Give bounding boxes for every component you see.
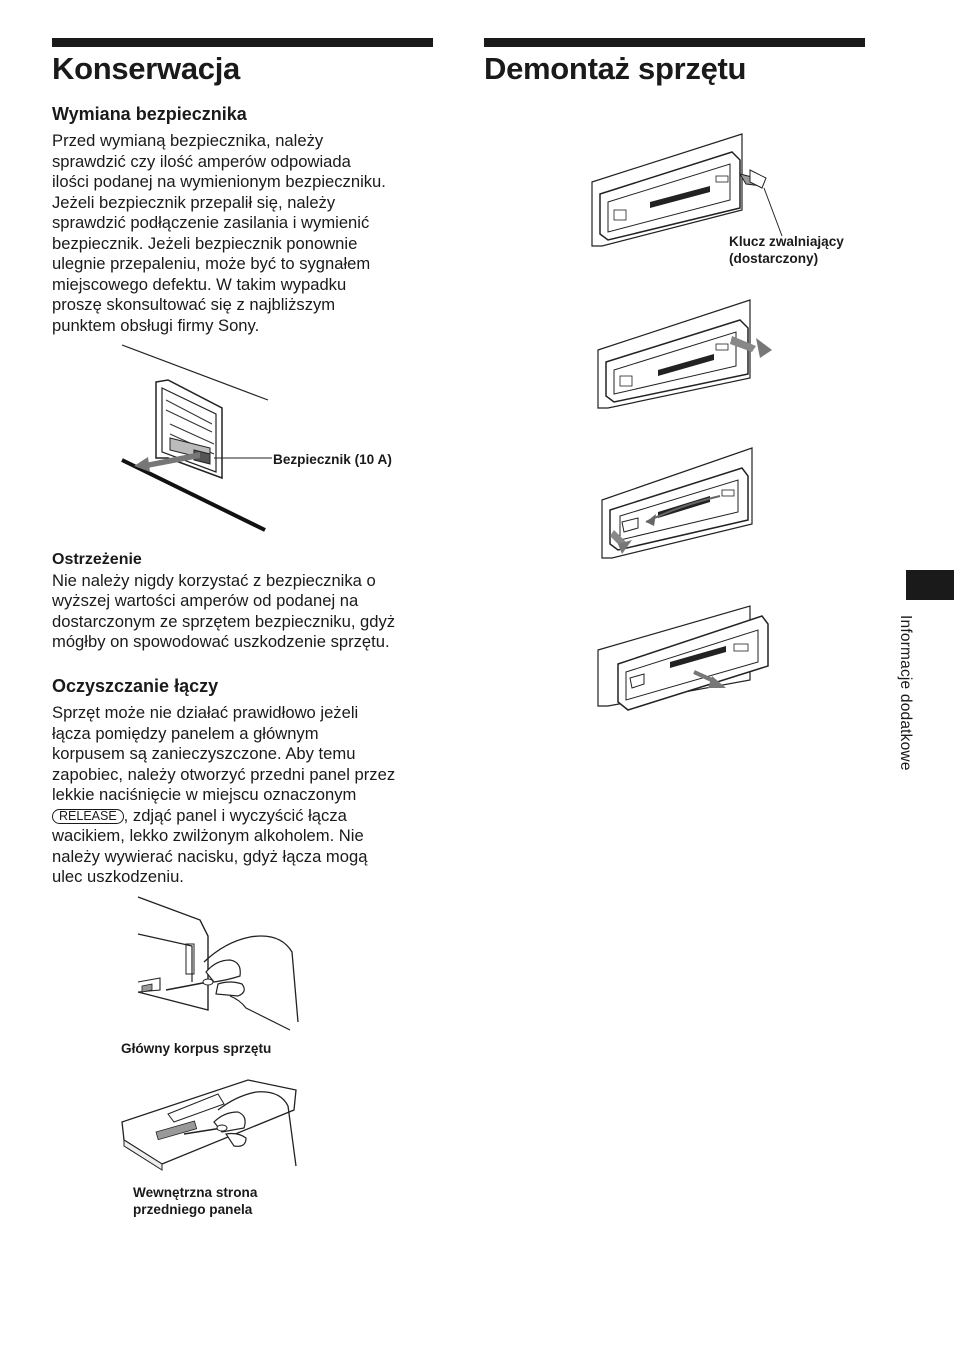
side-section-label: Informacje dodatkowe (897, 615, 914, 771)
cleaning-line: łącza pomiędzy panelem a głównym (52, 723, 319, 743)
cleaning-line: ulec uszkodzeniu. (52, 867, 184, 886)
release-button-glyph: RELEASE (52, 809, 124, 824)
fuse-line: ulegnie przepaleniu, może być to sygnałem (52, 254, 371, 273)
cleaning-line: lekkie naciśnięcie w miejscu oznaczonym (52, 785, 357, 804)
panel-cleaning-illustration (118, 1070, 298, 1180)
fuse-paragraph (52, 131, 386, 336)
main-body-caption: Główny korpus sprzętu (121, 1041, 272, 1056)
removal-step-4-illustration (596, 602, 776, 717)
panel-caption-line1: Wewnętrzna strona (133, 1185, 258, 1200)
cleaning-heading: Oczyszczanie łączy (52, 676, 219, 696)
release-key-label-line1: Klucz zwalniający (729, 234, 844, 249)
fuse-line: bezpiecznik. Jeżeli bezpiecznik ponownie (52, 233, 358, 253)
warning-block (52, 550, 395, 653)
fuse-line: Przed wymianą bezpiecznika, należy (52, 131, 324, 150)
cleaning-paragraph (52, 703, 395, 888)
fuse-line: proszę skonsultować się z najbliższym (52, 295, 336, 314)
warning-line: Nie należy nigdy korzystać z bezpiecznika o (52, 570, 376, 590)
fuse-line: punktem obsługi firmy Sony. (52, 315, 260, 335)
fuse-line: sprawdzić czy ilość amperów odpowiada (52, 151, 351, 171)
cleaning-line: wacikiem, lekko zwilżonym alkoholem. Nie (52, 826, 364, 845)
fuse-line: miejscowego defektu. W takim wypadku (52, 274, 347, 294)
cleaning-line (52, 806, 395, 827)
cleaning-line: zapobiec, należy otworzyć przedni panel przez (52, 764, 396, 784)
warning-line: dostarczonym ze sprzętem bezpieczniku, gdyż (52, 611, 396, 631)
fuse-line: sprawdzić podłączenie zasilania i wymienić (52, 213, 370, 232)
page-title-maintenance: Konserwacja (52, 51, 240, 86)
panel-caption-line2: przedniego panela (133, 1202, 253, 1217)
left-title-rule (52, 38, 433, 47)
section-tab-marker (906, 570, 954, 600)
removal-step-1-illustration (590, 130, 790, 250)
cleaning-line: korpusem są zanieczyszczone. Aby temu (52, 744, 356, 763)
warning-heading: Ostrzeżenie (52, 551, 142, 568)
release-key-label-line2: (dostarczony) (729, 251, 819, 266)
fuse-line: ilości podanej na wymienionym bezpieczniku. (52, 172, 386, 191)
page-title-removal: Demontaż sprzętu (484, 51, 747, 86)
removal-step-3-illustration (598, 440, 758, 560)
removal-step-2-illustration (596, 296, 776, 411)
fuse-heading: Wymiana bezpiecznika (52, 104, 247, 124)
right-title-rule (484, 38, 865, 47)
warning-line: wyższej wartości amperów od podanej na (52, 591, 359, 610)
cleaning-line: należy wywierać nacisku, gdyż łącza mogą (52, 846, 368, 866)
cleaning-line-text: , zdjąć panel i wyczyścić łącza (123, 805, 347, 825)
fuse-line: Jeżeli bezpiecznik przepalił się, należy (52, 192, 336, 212)
cleaning-line: Sprzęt może nie działać prawidłowo jeżeli (52, 703, 359, 722)
fuse-label: Bezpiecznik (10 A) (273, 452, 392, 467)
warning-line: mógłby on spowodować uszkodzenie sprzętu. (52, 632, 390, 651)
fuse-illustration (110, 340, 290, 540)
main-body-cleaning-illustration (130, 892, 300, 1034)
